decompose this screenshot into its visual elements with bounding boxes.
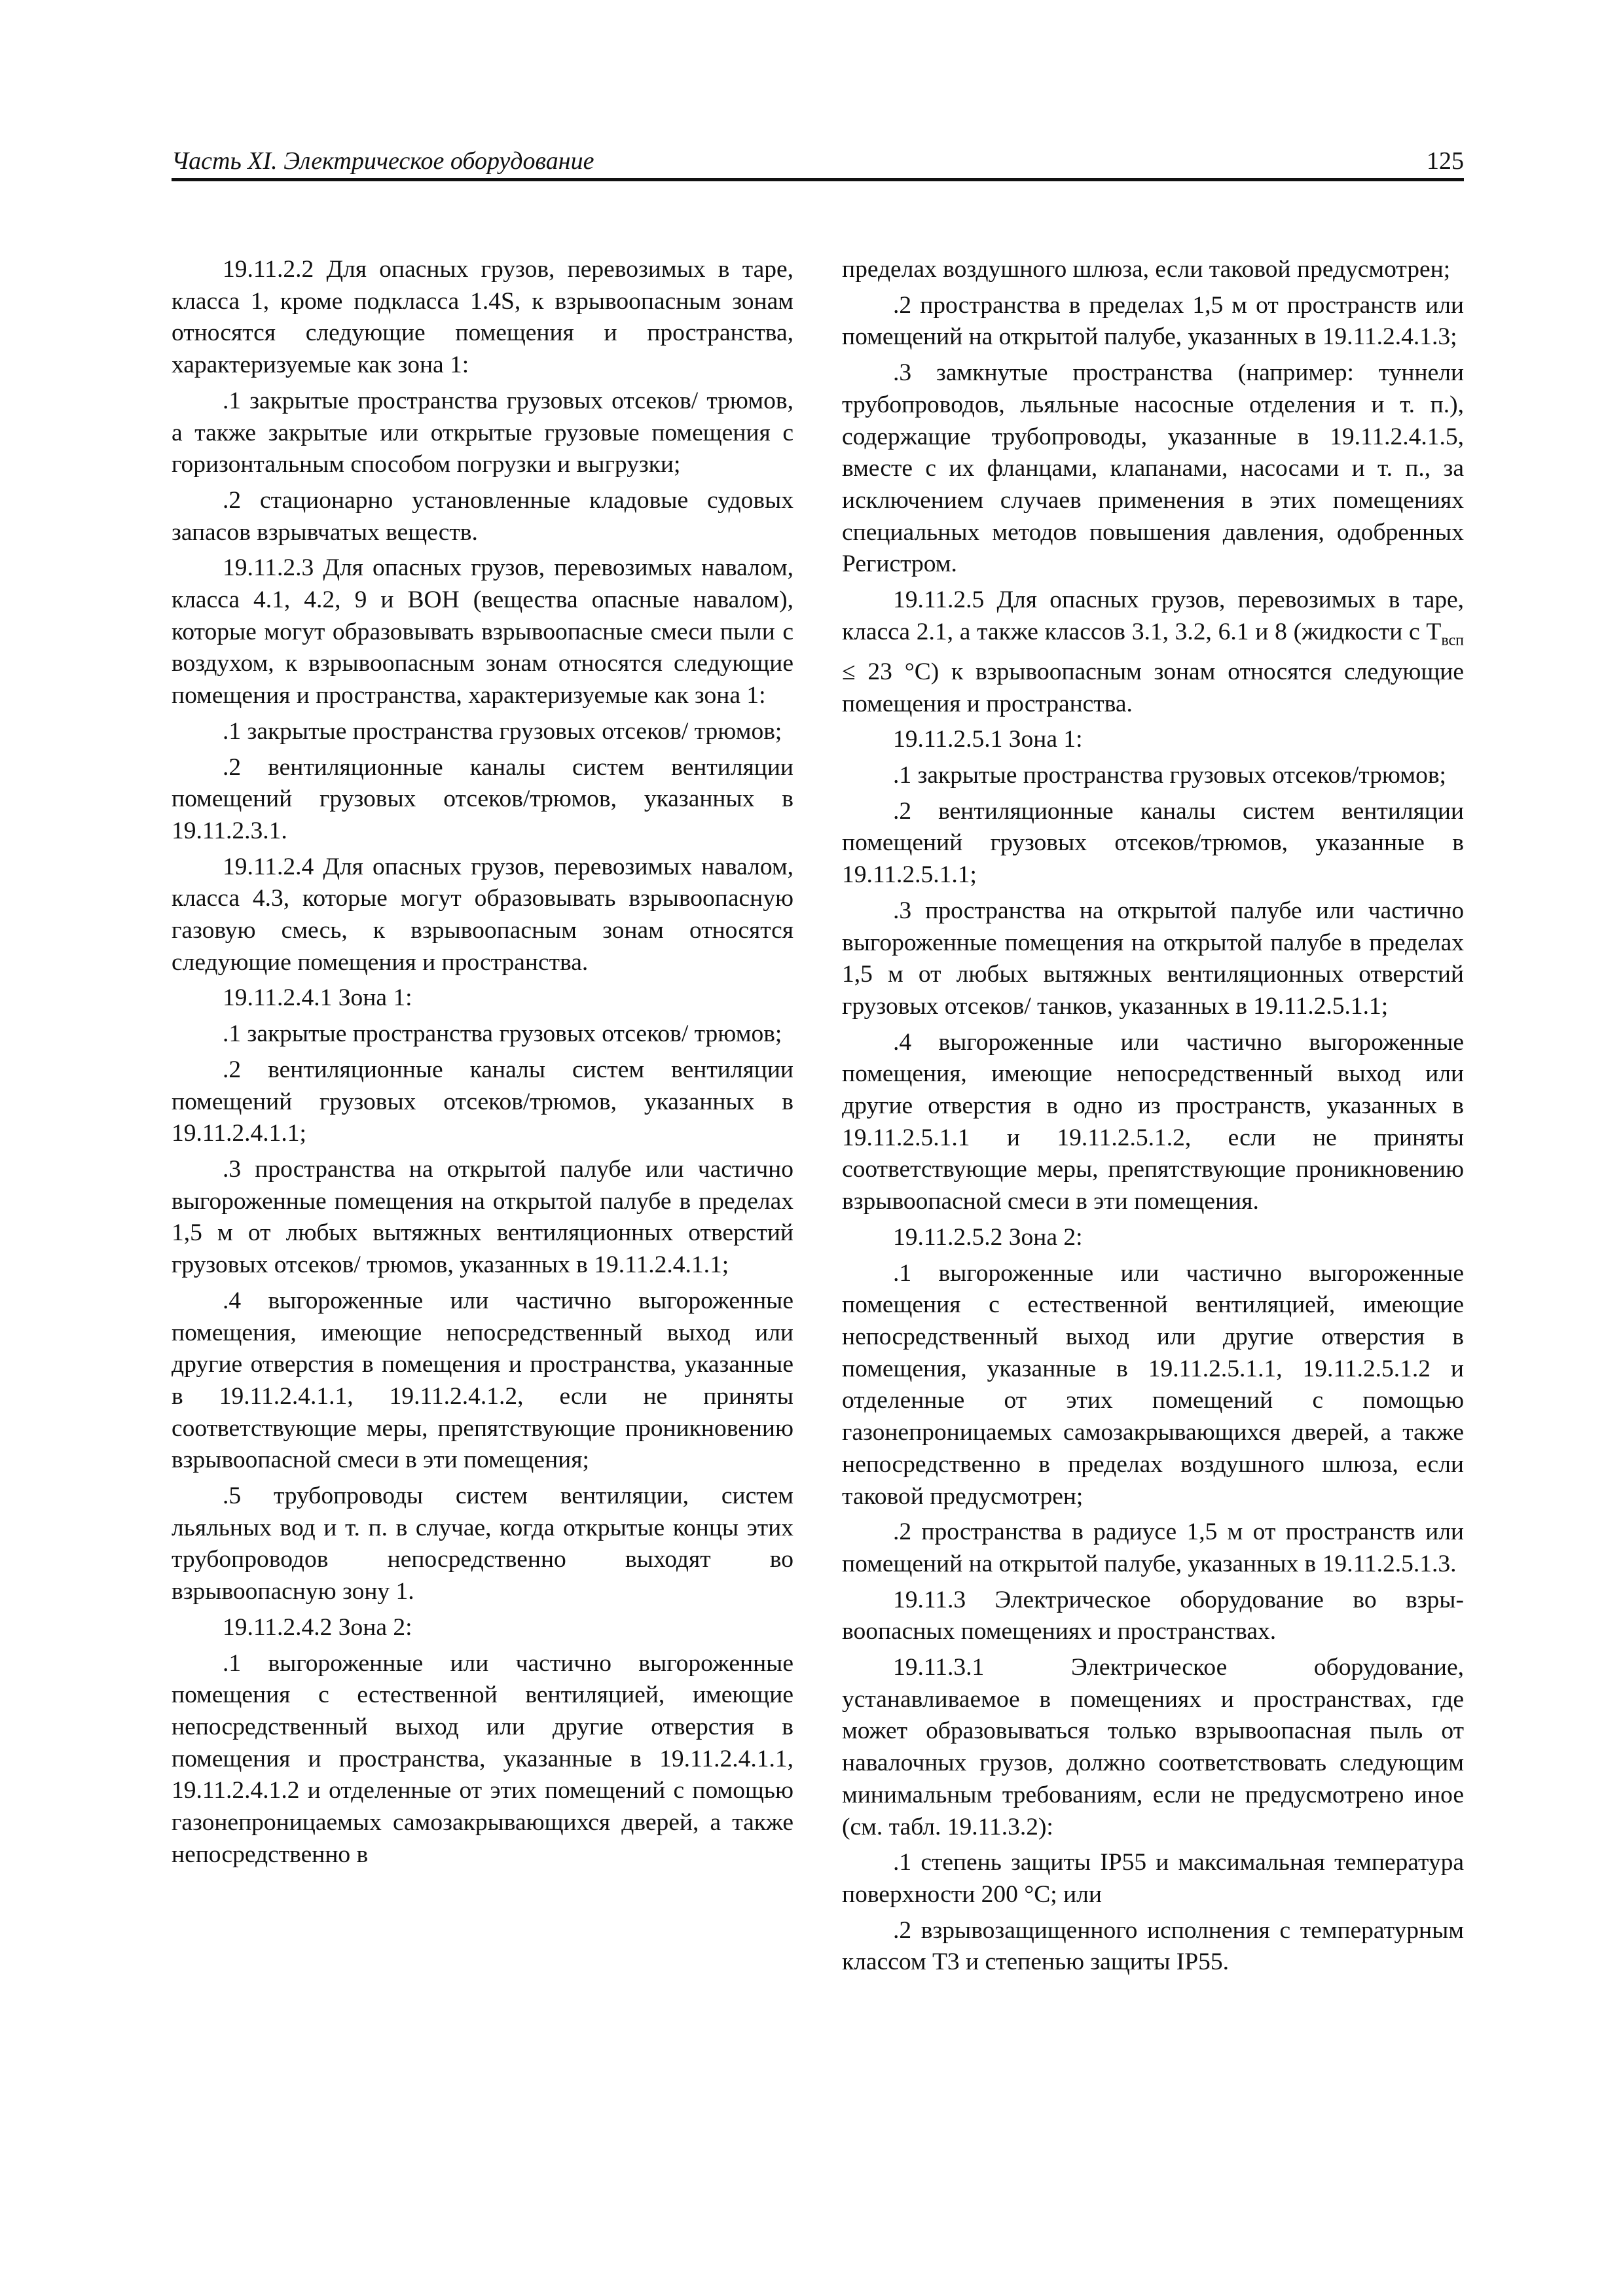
list-item: .2 взрывозащищенного исполнения с температурным классом Т3 и степенью защиты IP55. xyxy=(842,1916,1464,1976)
list-item: .3 пространства на открытой палубе или частично выгороженные помещения на открытой палубе в пределах 1,5 м от любых вытяжных вентиляционных отверстий грузовых отсеков/ трюмов, указанных в 19.11.2.4.1.1; xyxy=(172,1155,793,1279)
list-item: .2 вентиляционные каналы систем вентиляции помещений грузовых отсеков/трюмов, указанных в 19.11.2.3.1. xyxy=(172,753,793,844)
paragraph: 19.11.2.2 Для опасных грузов, перевозимых в таре, класса 1, кроме подкласса 1.4S, к взрывоопасным зонам относятся следующие помещения и пространства, характеризуемые как зона 1: xyxy=(172,256,793,379)
subscript: всп xyxy=(1441,632,1464,649)
left-column xyxy=(172,254,793,1874)
subsection-heading: 19.11.2.5.2 Зона 2: xyxy=(893,1223,1083,1251)
list-item: .4 выгороженные или частично выгороженные помещения, имеющие непосредственный выход или другие отверстия в одно из пространств, указанных в 19.11.2.5.1.1 и 19.11.2.5.1.2, если не приняты соответствующие меры, препятствующие проникновению взрывоопасной смеси в эти помещения. xyxy=(842,1028,1464,1215)
paragraph: 19.11.2.3 Для опасных грузов, перевозимых навалом, класса 4.1, 4.2, 9 и ВОН (вещества опасные навалом), которые могут образовывать взрывоопасные смеси пыли с воздухом, к взрывоопасным зонам относятся следующие помещения и пространства, характеризуемые как зона 1: xyxy=(172,554,793,709)
header-rule xyxy=(172,178,1464,181)
paragraph xyxy=(842,584,1464,720)
list-item: .2 вентиляционные каналы систем вентиляции помещений грузовых отсеков/трюмов, указанных в 19.11.2.4.1.1; xyxy=(172,1056,793,1147)
list-item: .2 пространства в радиусе 1,5 м от пространств или помещений на открытой палубе, указанных в 19.11.2.5.1.3. xyxy=(842,1518,1464,1577)
paragraph-text: 19.11.2.5 Для опасных грузов, перевозимых в таре, класса 2.1, а также классов 3.1, 3.2, 6.1 и 8 (жидкости с T xyxy=(842,586,1464,645)
list-item: .1 закрытые пространства грузовых отсеков/трюмов; xyxy=(893,762,1446,789)
list-item: .1 выгороженные или частично выгороженные помещения с естественной вентиляцией, имеющие непосредственный выход или другие отверстия в помещения и пространства, указанные в 19.11.2.4.1.1, 19.11.2.4.1.2 и отделенные от этих помещений с помощью газонепроницаемых самозакрывающихся дверей, а также непосредственно в xyxy=(172,1649,793,1868)
list-item: .1 закрытые пространства грузовых отсеков/ трюмов; xyxy=(223,717,782,745)
right-column xyxy=(842,254,1464,1982)
subsection-heading: 19.11.2.4.1 Зона 1: xyxy=(223,984,412,1012)
list-item: .3 пространства на открытой палубе или частично выгороженные помещения на открытой палубе в пределах 1,5 м от любых вытяжных вентиляционных отверстий грузовых отсеков/ танков, указанных в 19.11.2.5.1.1; xyxy=(842,897,1464,1020)
list-item: .2 пространства в пределах 1,5 м от пространств или помещений на открытой палубе, указанных в 19.11.2.4.1.3; xyxy=(842,291,1464,351)
running-header xyxy=(172,147,1464,179)
paragraph: 19.11.3.1 Электрическое оборудование, устанавливаемое в помещениях и пространствах, где может образовываться только взрывоопасная пыль от навалочных грузов, должно соответствовать следующим минимальным требованиям, если не предусмотрено иное (см. табл. 19.11.3.2): xyxy=(842,1654,1464,1840)
list-item: .1 закрытые пространства грузовых отсеков/ трюмов, а также закрытые или открытые грузовые помещения с горизонтальным способом погрузки и выгрузки; xyxy=(172,387,793,478)
paragraph-continuation: пределах воздушного шлюза, если таковой предусмотрен; xyxy=(842,256,1451,283)
paragraph: 19.11.2.4 Для опасных грузов, перевозимых навалом, класса 4.3, которые могут образовывать взрывоопасную газовую смесь, к взрывоопасным зонам относятся следующие помещения и пространства. xyxy=(172,853,793,976)
section-heading: 19.11.3 Электрическое оборудование во взрывоопасных помещениях и пространствах. xyxy=(842,1586,1464,1645)
list-item: .4 выгороженные или частично выгороженные помещения, имеющие непосредственный выход или другие отверстия в помещения и пространства, указанные в 19.11.2.4.1.1, 19.11.2.4.1.2, если не приняты соответствующие меры, препятствующие проникновению взрывоопасной смеси в эти помещения; xyxy=(172,1287,793,1474)
list-item: .1 степень защиты IP55 и максимальная температура поверхности 200 °C; или xyxy=(842,1849,1464,1908)
subsection-heading: 19.11.2.5.1 Зона 1: xyxy=(893,726,1083,753)
subsection-heading: 19.11.2.4.2 Зона 2: xyxy=(223,1613,412,1641)
list-item: .5 трубопроводы систем вентиляции, систем льяльных вод и т. п. в случае, когда открытые концы этих трубопроводов непосредственно выходят во взрывоопасную зону 1. xyxy=(172,1482,793,1605)
list-item: .3 замкнутые пространства (например: туннели трубопроводов, льяльные насосные отделения и т. п.), содержащие трубопроводы, указанные в 19.11.2.4.1.5, вместе с их фланцами, клапанами, насосами и т. п., за исключением случаев применения в этих помещениях специальных методов повышения давления, одобренных Регистром. xyxy=(842,359,1464,578)
running-header-title: Часть XI. Электрическое оборудование xyxy=(172,147,594,175)
list-item: .2 вентиляционные каналы систем вентиляции помещений грузовых отсеков/трюмов, указанные в 19.11.2.5.1.1; xyxy=(842,797,1464,889)
list-item: .1 закрытые пространства грузовых отсеков/ трюмов; xyxy=(223,1020,782,1048)
list-item: .1 выгороженные или частично выгороженные помещения с естественной вентиляцией, имеющие непосредственный выход или другие отверстия в помещения, указанные в 19.11.2.5.1.1, 19.11.2.5.1.2 и отделенные от этих помещений с помощью газонепроницаемых самозакрывающихся дверей, а также непосредственно в пределах воздушного шлюза, если таковой предусмотрен; xyxy=(842,1259,1464,1510)
paragraph-text-end: ≤ 23 °C) к взрывоопасным зонам относятся следующие помещения и пространства. xyxy=(842,658,1464,717)
page-number: 125 xyxy=(1427,147,1464,175)
list-item: .2 стационарно установленные кладовые судовых запасов взрывчатых веществ. xyxy=(172,486,793,546)
